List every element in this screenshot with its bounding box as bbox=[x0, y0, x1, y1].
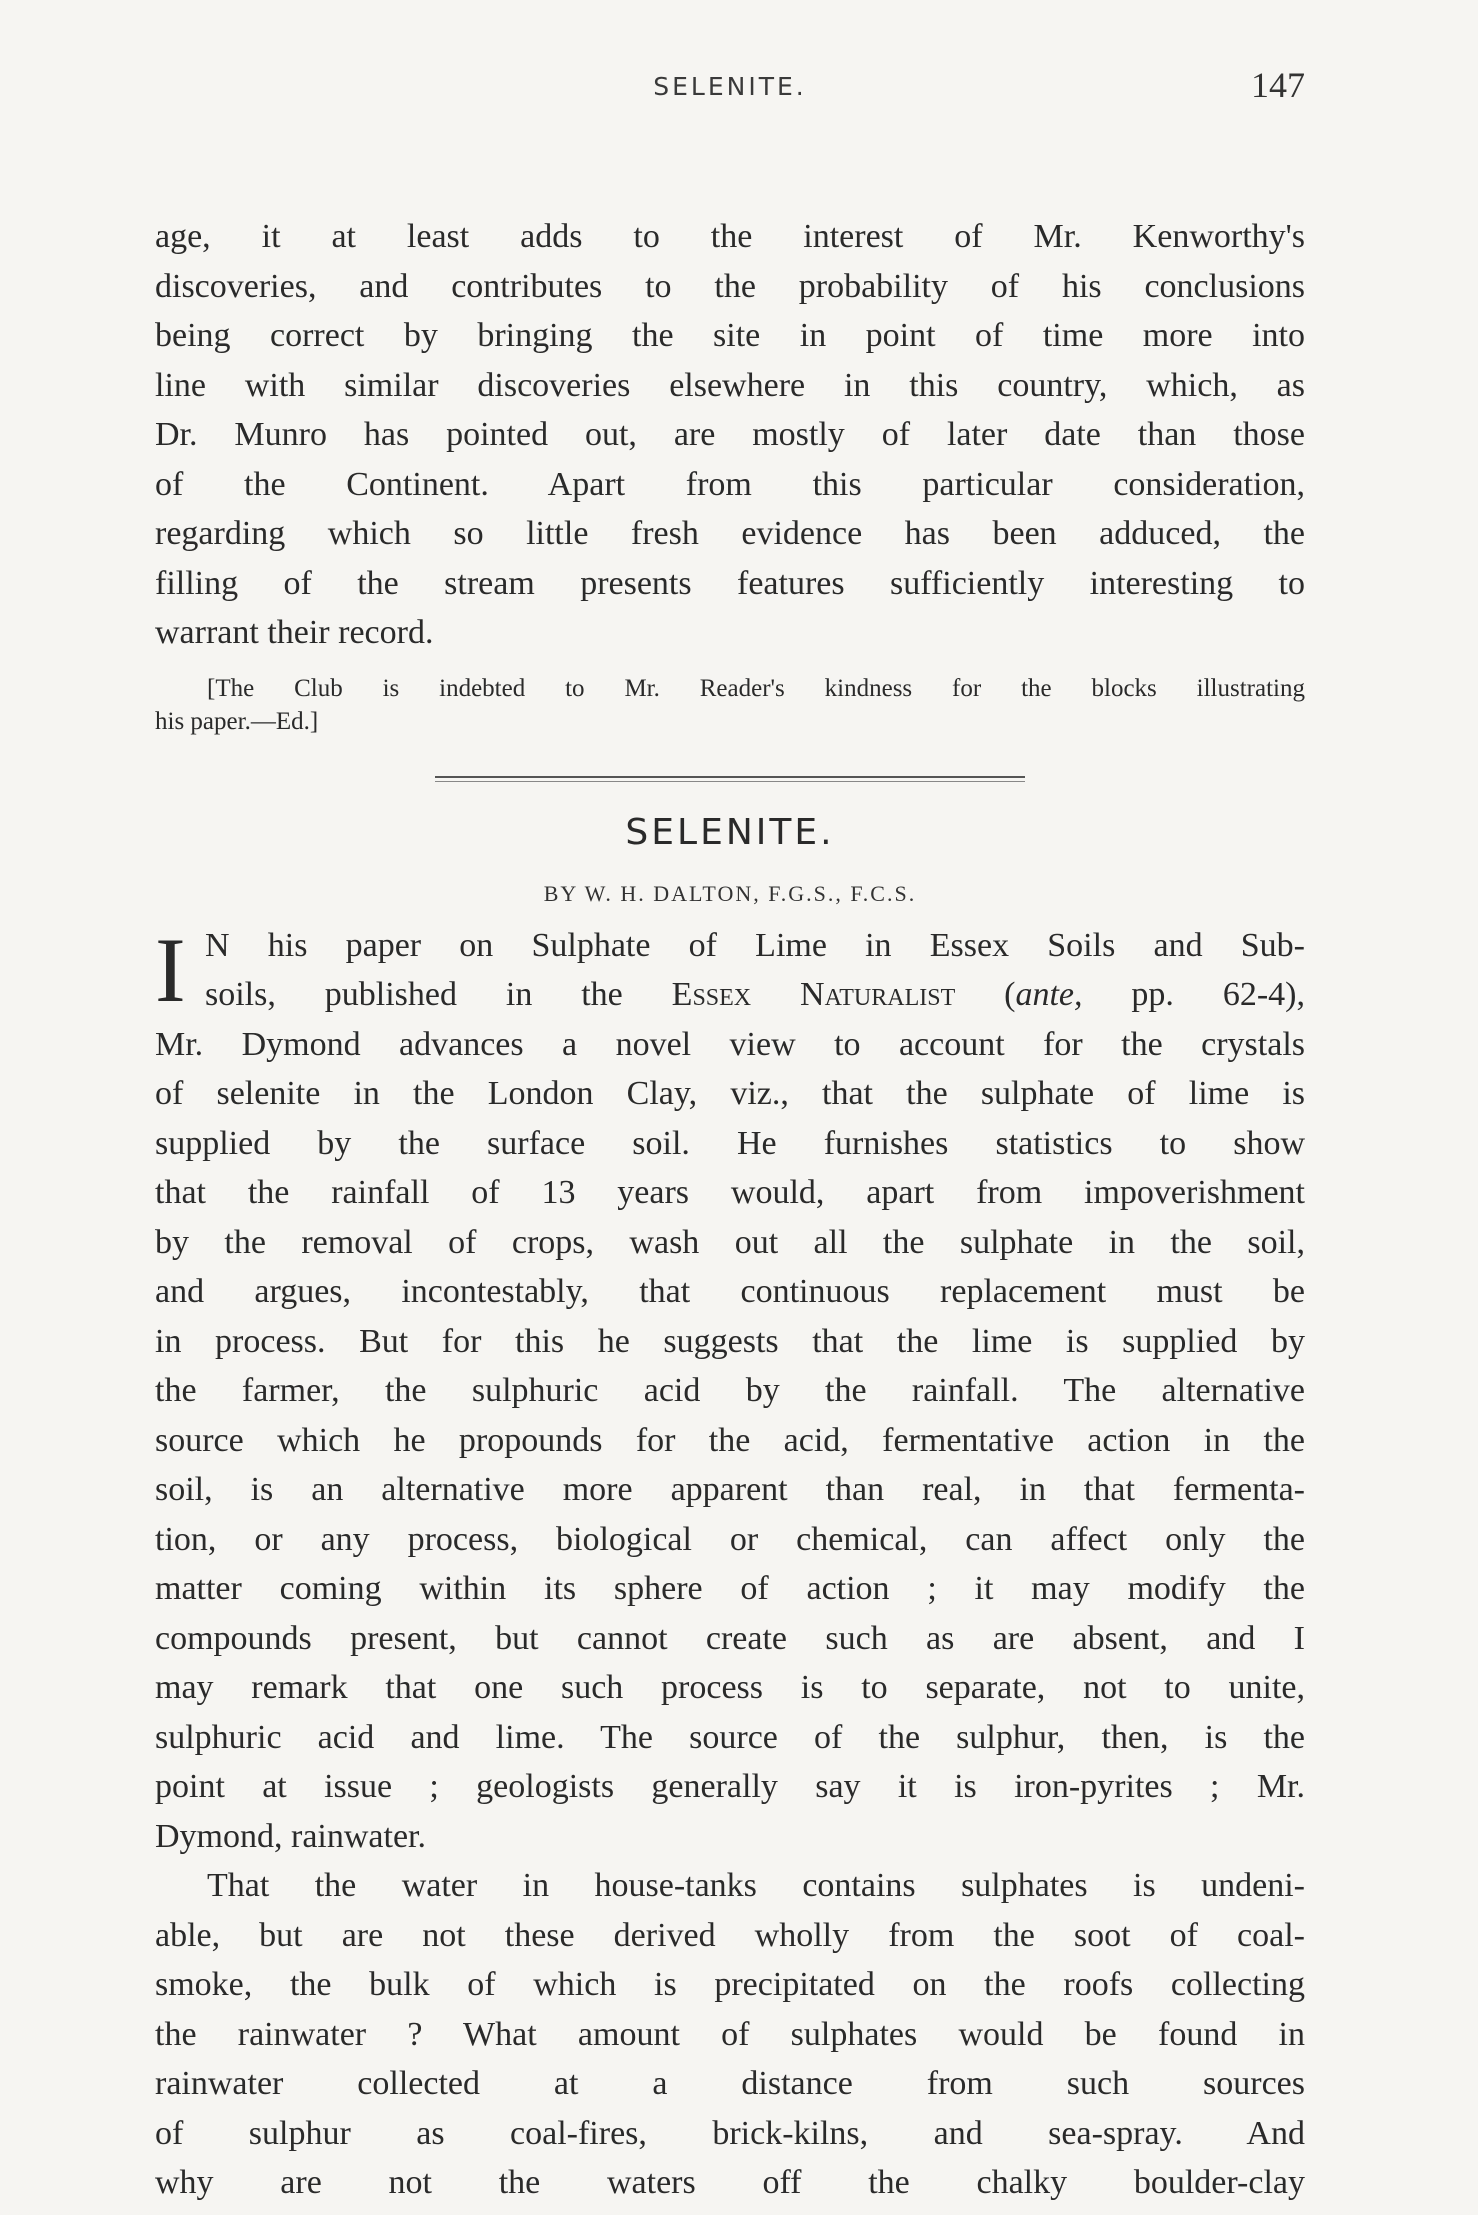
text-line: supplied by the surface soil. He furnishes statistics to show bbox=[155, 1124, 1305, 1162]
text-line: source which he propounds for the acid, fermentative action in the bbox=[155, 1421, 1305, 1459]
running-head bbox=[155, 60, 1305, 120]
text-line: age, it at least adds to the interest of Mr. Kenworthy's bbox=[155, 218, 1305, 255]
editor-note-line: his paper.—Ed.] bbox=[155, 707, 319, 735]
text-fragment: pp. 62-4), bbox=[1082, 976, 1305, 1013]
text-line: that the rainfall of 13 years would, apart from impoverishment bbox=[155, 1174, 1305, 1211]
text-line: and argues, incontestably, that continuous replacement must be bbox=[155, 1273, 1305, 1310]
text-line: warrant their record. bbox=[155, 614, 434, 651]
text-line: filling of the stream presents features sufficiently interesting to bbox=[155, 564, 1305, 602]
drop-cap: I bbox=[155, 918, 186, 1021]
text-line: the rainwater ? What amount of sulphates would be found in bbox=[155, 2015, 1305, 2053]
second-paragraph bbox=[155, 1861, 1305, 2208]
text-line: line with similar discoveries elsewhere in this country, which, as bbox=[155, 366, 1305, 404]
article-body bbox=[155, 918, 1305, 2208]
text-line: compounds present, but cannot create such as are absent, and I bbox=[155, 1619, 1305, 1657]
article-title: SELENITE. bbox=[625, 811, 835, 853]
text-line: soils, published in the Essex Naturalist (ante, pp. 62-4), bbox=[205, 976, 1305, 1013]
text-line: N his paper on Sulphate of Lime in Essex Soils and Sub- bbox=[205, 926, 1305, 964]
editor-note bbox=[155, 672, 1305, 738]
article-byline: BY W. H. DALTON, F.G.S., F.C.S. bbox=[543, 880, 917, 906]
text-line: of sulphur as coal-fires, brick-kilns, and sea-spray. And bbox=[155, 2114, 1305, 2152]
text-line: That the water in house-tanks contains sulphates is undeni- bbox=[207, 1867, 1305, 1904]
text-line: of selenite in the London Clay, viz., that the sulphate of lime is bbox=[155, 1075, 1305, 1112]
text-line: able, but are not these derived wholly from the soot of coal- bbox=[155, 1916, 1305, 1954]
text-line: tion, or any process, biological or chemical, can affect only the bbox=[155, 1520, 1305, 1558]
text-line: smoke, the bulk of which is precipitated on the roofs collecting bbox=[155, 1966, 1305, 2003]
opening-paragraph bbox=[155, 918, 1305, 1021]
text-fragment: soils, published in the bbox=[205, 976, 672, 1013]
text-line: Mr. Dymond advances a novel view to account for the crystals bbox=[155, 1025, 1305, 1063]
text-line: soil, is an alternative more apparent than real, in that fermenta- bbox=[155, 1471, 1305, 1508]
journal-name: Essex Naturalist bbox=[671, 976, 956, 1013]
page bbox=[155, 60, 1305, 2208]
text-line: of the Continent. Apart from this particular consideration, bbox=[155, 465, 1305, 503]
editor-note-line: [The Club is indebted to Mr. Reader's kindness for the blocks illustrating bbox=[207, 674, 1305, 702]
text-line: the farmer, the sulphuric acid by the rainfall. The alternative bbox=[155, 1372, 1305, 1409]
citation-ante: ante, bbox=[1015, 976, 1083, 1013]
text-line: regarding which so little fresh evidence has been adduced, the bbox=[155, 515, 1305, 552]
text-line: Dymond, rainwater. bbox=[155, 1817, 426, 1855]
text-line: may remark that one such process is to separate, not to unite, bbox=[155, 1669, 1305, 1706]
previous-article-conclusion bbox=[155, 212, 1305, 658]
text-line: matter coming within its sphere of action ; it may modify the bbox=[155, 1570, 1305, 1607]
text-line: in process. But for this he suggests that the lime is supplied by bbox=[155, 1322, 1305, 1360]
page-number: 147 bbox=[1251, 65, 1305, 105]
text-line: sulphuric acid and lime. The source of the sulphur, then, is the bbox=[155, 1718, 1305, 1756]
text-line: discoveries, and contributes to the probability of his conclusions bbox=[155, 267, 1305, 305]
text-line: rainwater collected at a distance from such sources bbox=[155, 2065, 1305, 2102]
text-line: being correct by bringing the site in point of time more into bbox=[155, 317, 1305, 354]
text-line: why are not the waters off the chalky boulder-clay bbox=[155, 2164, 1305, 2201]
text-line: by the removal of crops, wash out all the sulphate in the soil, bbox=[155, 1223, 1305, 1261]
text-line: Dr. Munro has pointed out, are mostly of later date than those bbox=[155, 416, 1305, 453]
text-line: point at issue ; geologists generally say it is iron-pyrites ; Mr. bbox=[155, 1768, 1305, 1805]
running-title: SELENITE. bbox=[653, 72, 807, 101]
section-divider bbox=[435, 776, 1025, 782]
